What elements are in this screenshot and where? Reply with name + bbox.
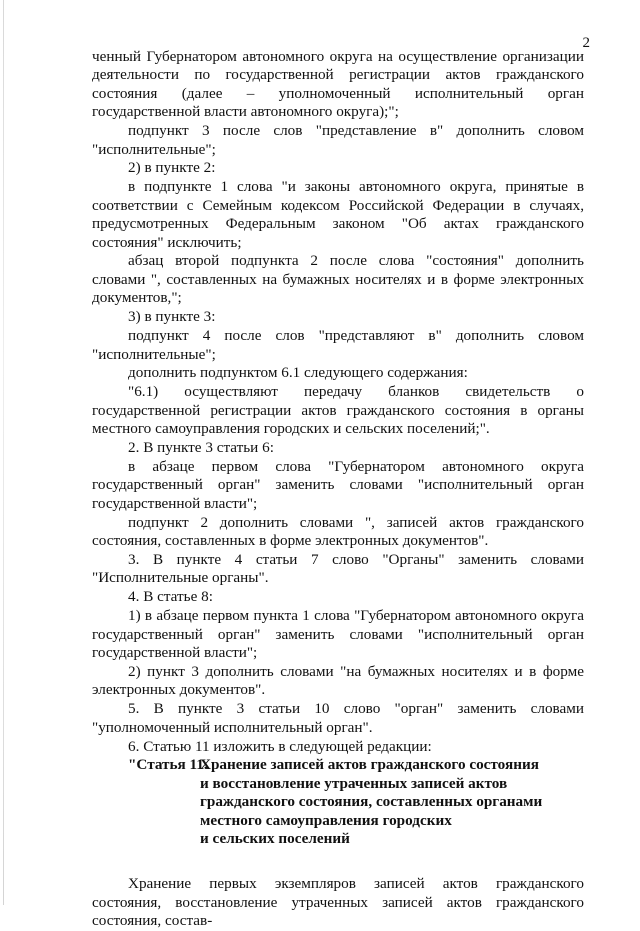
article-heading-line: местного самоуправления городских bbox=[200, 811, 452, 829]
closing-paragraph: Хранение первых экземпляров записей актов гражданского состояния, восстановление утраченных записей актов гражданского состояния, состав- bbox=[92, 875, 584, 930]
paragraph: 3) в пункте 3: bbox=[128, 308, 216, 326]
paragraph: 3. В пункте 4 статьи 7 слово "Органы" заменить словами "Исполнительные органы". bbox=[92, 550, 584, 587]
document-body bbox=[92, 48, 584, 931]
paragraph: абзац второй подпункта 2 после слова "состояния" дополнить словами ", составленных на бумажных носителях и в форме электронных документов,"; bbox=[92, 252, 584, 307]
paragraph: подпункт 4 после слов "представляют в" дополнить словом "исполнительные"; bbox=[92, 327, 584, 363]
paragraph: 2) в пункте 2: bbox=[128, 159, 216, 177]
paragraph: 1) в абзаце первом пункта 1 слова "Губернатором автономного округа государственный орган" заменить словами "исполнительный орган государственной власти"; bbox=[92, 607, 584, 661]
paragraph: 5. В пункте 3 статьи 10 слово "орган" заменить словами "уполномоченный исполнительный орган". bbox=[92, 700, 584, 736]
paragraph: подпункт 2 дополнить словами ", записей актов гражданского состояния, составленных в форме электронных документов". bbox=[92, 513, 584, 550]
article-heading-line: и восстановление утраченных записей актов bbox=[200, 774, 508, 792]
paragraph: 4. В статье 8: bbox=[128, 588, 213, 606]
article-heading-line: гражданского состояния, составленных органами bbox=[200, 793, 543, 811]
paragraph: подпункт 3 после слов "представление в" дополнить словом "исполнительные"; bbox=[92, 122, 584, 158]
article-heading-line: Хранение записей актов гражданского состояния bbox=[200, 756, 539, 774]
article-heading-lead: "Статья 11. bbox=[128, 756, 208, 774]
paragraph-list bbox=[92, 48, 584, 756]
article-heading bbox=[92, 756, 584, 848]
paragraph: дополнить подпунктом 6.1 следующего содержания: bbox=[128, 364, 468, 382]
paragraph: 6. Статью 11 изложить в следующей редакции: bbox=[128, 737, 432, 755]
paragraph: 2) пункт 3 дополнить словами "на бумажных носителях и в форме электронных документов". bbox=[92, 662, 584, 699]
paragraph: 2. В пункте 3 статьи 6: bbox=[128, 439, 274, 457]
paragraph: в абзаце первом слова "Губернатором автономного округа государственный орган" заменить словами "исполнительный орган государственной власти"; bbox=[92, 457, 584, 512]
paragraph: "6.1) осуществляют передачу бланков свидетельств о государственной регистрации актов гражданского состояния в органы местного самоуправления городских и сельских поселений;". bbox=[92, 383, 584, 438]
page-number: 2 bbox=[582, 35, 590, 51]
scan-edge bbox=[3, 0, 4, 905]
article-heading-line: и сельских поселений bbox=[200, 830, 350, 848]
section-spacer bbox=[92, 848, 584, 875]
paragraph: ченный Губернатором автономного округа на осуществление организации деятельности по государственной регистрации актов гражданского состояния (далее – уполномоченный исполнительный орган государственной власти автономного округа);"; bbox=[92, 48, 584, 121]
paragraph: в подпункте 1 слова "и законы автономного округа, принятые в соответствии с Семейным кодексом Российской Федерации в случаях, предусмотренных Федеральным законом "Об актах гражданского состояния" исключить; bbox=[92, 178, 584, 251]
